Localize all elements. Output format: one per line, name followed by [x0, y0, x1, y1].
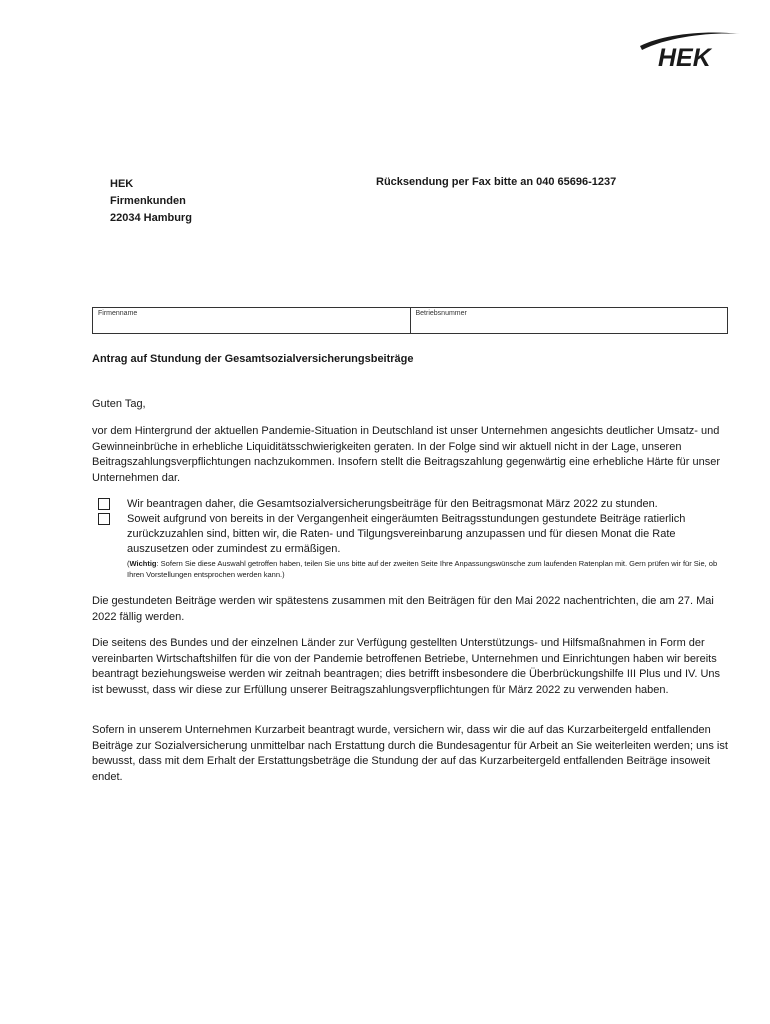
note-rest: : Sofern Sie diese Auswahl getroffen haben, teilen Sie uns bitte auf der zweiten Seite Ihre Anpassungswünsche zum laufenden Ratenplan mit. Gern prüfen wir für Sie, ob Ihren Vorstellungen entsprochen werden kann.)	[127, 559, 718, 579]
important-note	[127, 558, 728, 580]
option-installment	[98, 512, 728, 580]
company-number-field[interactable]	[410, 308, 728, 333]
option-installment-text: Soweit aufgrund von bereits in der Vergangenheit eingeräumten Beitragsstundungen gestundete Beiträge ratierlich zurückzuzahlen sind, bitten wir, die Raten- und Tilgungsvereinbarung anzupassen und für diesen Monat die Rate auszusetzen oder zumindest zu ermäßigen.	[127, 513, 686, 555]
document-title: Antrag auf Stundung der Gesamtsozialversicherungsbeiträge	[92, 353, 414, 365]
option-deferral	[98, 497, 728, 512]
company-fields	[92, 307, 728, 334]
address-line-2: Firmenkunden	[110, 195, 186, 207]
logo-text: HEK	[658, 44, 711, 72]
recipient-address	[110, 176, 192, 227]
fax-note: Rücksendung per Fax bitte an 040 65696-1237	[376, 176, 617, 188]
short-time-paragraph: Sofern in unserem Unternehmen Kurzarbeit beantragt wurde, versichern wir, dass wir die auf das Kurzarbeitergeld entfallenden Beiträge zur Sozialversicherung unmittelbar nach Erstattung durch die Bundesagentur für Arbeit an Sie weiterleiten werden; uns ist bewusst, dass mit dem Erhalt der Erstattungsbeträge die Stundung der auf das Kurzarbeitergeld entfallenden Beiträge insoweit endet.	[92, 724, 728, 783]
installment-checkbox[interactable]	[98, 513, 110, 525]
company-name-label: Firmenname	[98, 310, 138, 317]
deferral-checkbox[interactable]	[98, 498, 110, 510]
greeting: Guten Tag,	[92, 398, 146, 410]
address-line-1: HEK	[110, 178, 134, 190]
note-bold: Wichtig	[129, 559, 157, 568]
aid-paragraph: Die seitens des Bundes und der einzelnen Länder zur Verfügung gestellten Unterstützungs- und Hilfsmaßnahmen in Form der vereinbarten Wirtschaftshilfen für die von der Pandemie betroffenen Betriebe, Unternehmen und Einrichtungen haben wir bereits beantragt beziehungsweise werden wir zeitnah beantragen; dies betrifft insbesondere die Überbrückungshilfe III Plus und IV. Uns ist bewusst, dass wir diese zur Erfüllung unserer Beitragszahlungsverpflichtungen für März 2022 zu verwenden haben.	[92, 637, 720, 696]
address-line-3: 22034 Hamburg	[110, 212, 192, 224]
options-list	[98, 497, 728, 580]
note-open: (	[127, 559, 130, 568]
company-number-label: Betriebsnummer	[415, 310, 467, 317]
option-deferral-text: Wir beantragen daher, die Gesamtsozialversicherungsbeiträge für den Beitragsmonat März 2022 zu stunden.	[127, 498, 658, 510]
payment-paragraph: Die gestundeten Beiträge werden wir spätestens zusammen mit den Beiträgen für den Mai 2022 nachentrichten, die am 27. Mai 2022 fällig werden.	[92, 595, 714, 623]
intro-paragraph: vor dem Hintergrund der aktuellen Pandemie-Situation in Deutschland ist unser Unternehmen angesichts deutlicher Umsatz- und Gewinneinbrüche in erhebliche Liquiditätsschwierigkeiten geraten. In der Folge sind wir aktuell nicht in der Lage, unseren Beitragszahlungsverpflichtungen nachzukommen. Insofern stellt die Beitragszahlung gegenwärtig eine erhebliche Härte für unser Unternehmen dar.	[92, 425, 720, 484]
company-name-field[interactable]	[93, 308, 410, 333]
hek-logo	[636, 28, 744, 76]
